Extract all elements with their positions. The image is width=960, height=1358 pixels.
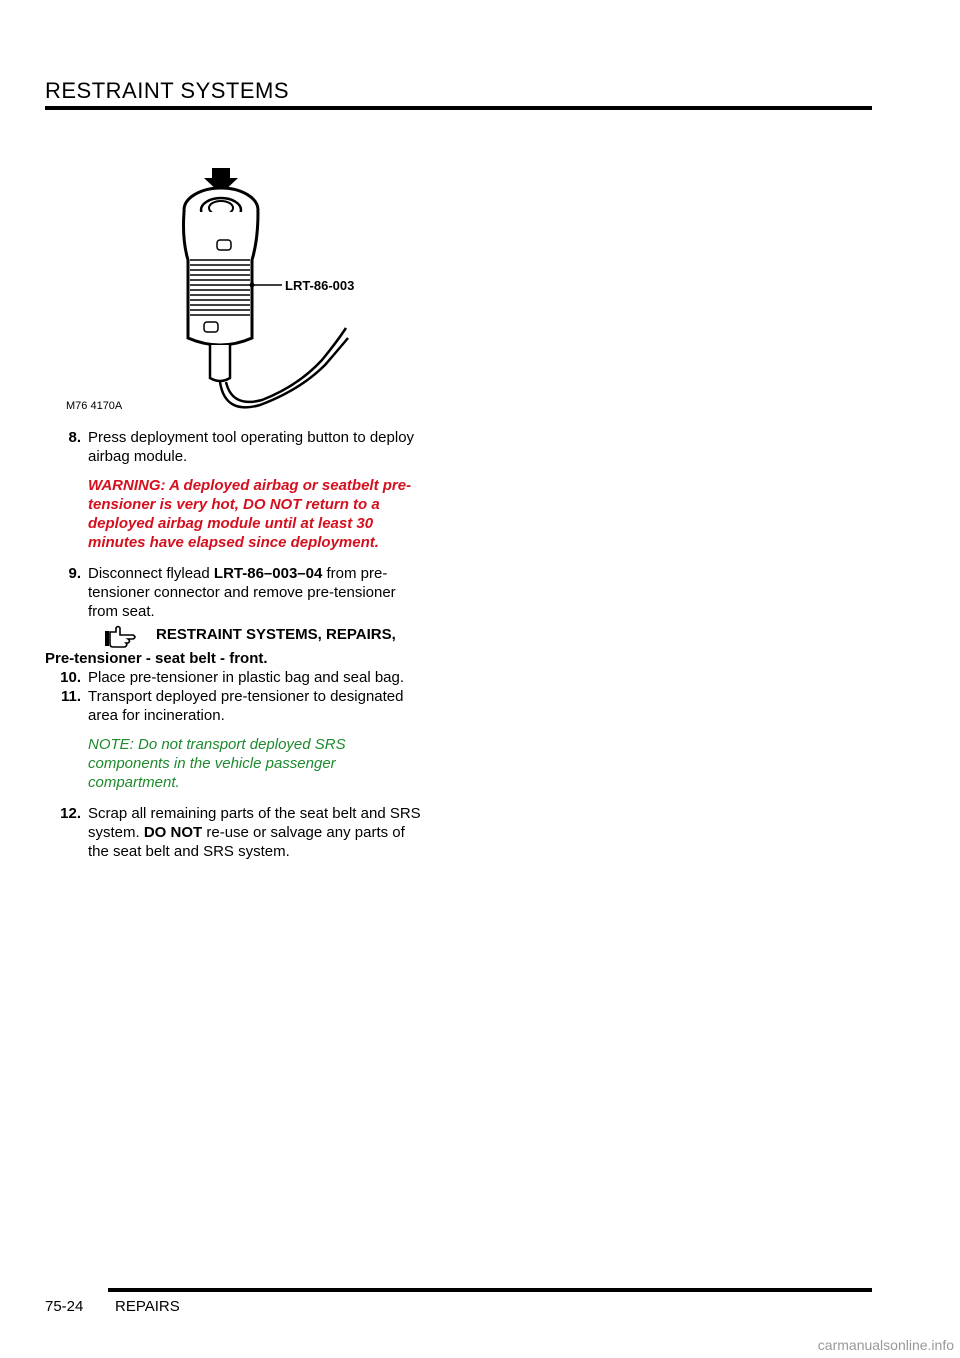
step-number: 9. (68, 565, 81, 582)
step-number: 8. (68, 429, 81, 446)
page-number: 75-24 (45, 1298, 84, 1315)
step-text: Press deployment tool operating button to deploy airbag module. (88, 429, 415, 465)
tool-reference: LRT-86–003–04 (213, 565, 323, 582)
cross-reference-line2: Pre-tensioner - seat belt - front. (45, 650, 268, 667)
step-number: 10. (60, 669, 81, 686)
cross-reference[interactable] (104, 625, 425, 649)
step-text: Place pre-tensioner in plastic bag and seal bag. (88, 669, 405, 686)
watermark: carmanualsonline.info (817, 1337, 954, 1353)
step-text-part: re-use or salvage any parts of the seat belt and SRS system. (88, 824, 405, 860)
pointing-hand-icon (104, 625, 138, 649)
footer-rule (108, 1288, 872, 1292)
step-text-part: Scrap all remaining parts of the seat belt and SRS system. (88, 805, 421, 841)
step-text (88, 564, 425, 621)
step-12 (45, 804, 425, 861)
step-11 (45, 687, 425, 725)
step-text (88, 804, 425, 861)
emphasis-text: DO NOT (143, 824, 203, 841)
section-name: REPAIRS (115, 1298, 180, 1315)
step-9 (45, 564, 425, 621)
figure-callout: LRT-86-003 (285, 278, 355, 293)
procedure-steps (45, 428, 425, 861)
step-8 (45, 428, 425, 466)
warning-text: WARNING: A deployed airbag or seatbelt pre-tensioner is very hot, DO NOT return to a deployed airbag module until at least 30 minutes have elapsed since deployment. (88, 477, 412, 551)
header-rule (45, 106, 872, 110)
deployment-tool-figure (60, 160, 400, 420)
page-header-title: RESTRAINT SYSTEMS (45, 78, 290, 103)
step-text-part: from pre-tensioner connector and remove pre-tensioner from seat. (88, 565, 396, 620)
figure-code: M76 4170A (66, 400, 123, 412)
note-text: NOTE: Do not transport deployed SRS components in the vehicle passenger compartment. (88, 736, 346, 791)
cross-reference-line1: RESTRAINT SYSTEMS, REPAIRS, (156, 626, 396, 643)
step-text: Transport deployed pre-tensioner to designated area for incineration. (88, 688, 404, 724)
step-10 (45, 668, 425, 687)
step-number: 11. (60, 688, 81, 705)
step-number: 12. (60, 805, 81, 822)
step-text-part: Disconnect flylead (88, 565, 214, 582)
